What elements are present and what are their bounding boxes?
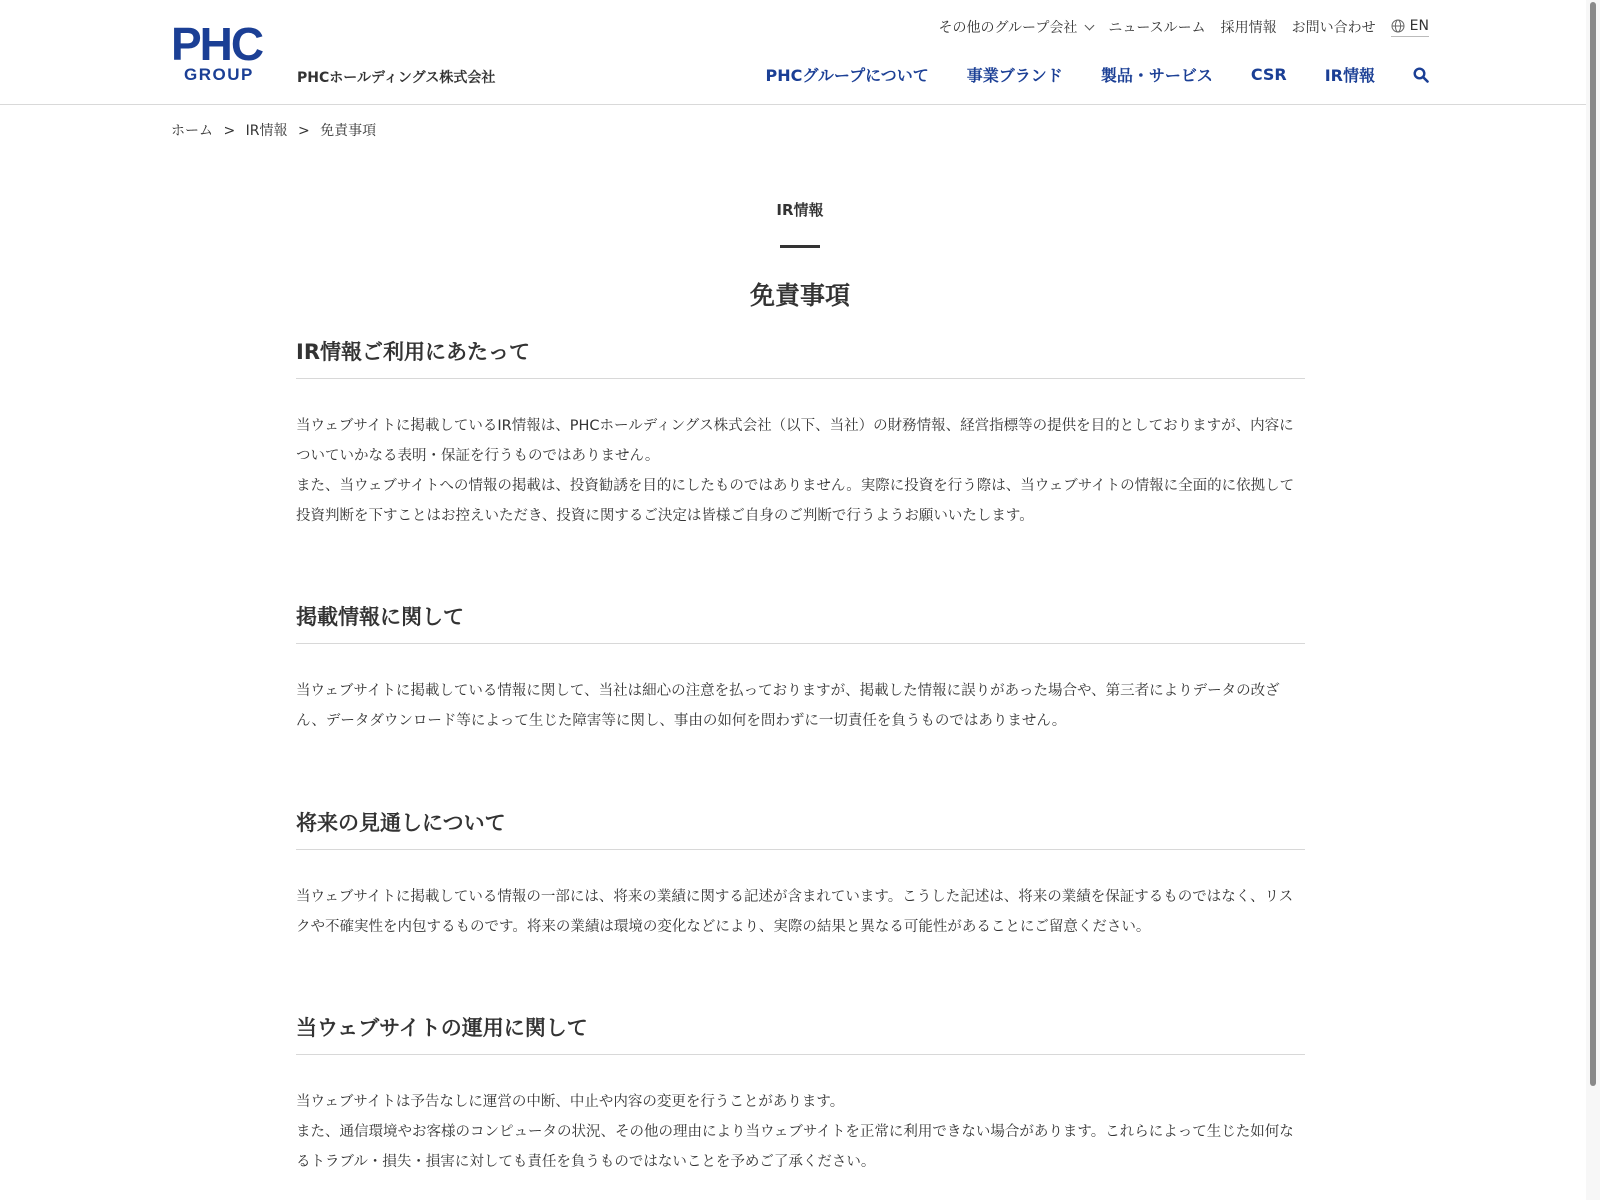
logo-subtext: GROUP [184,65,254,84]
section-posted-info [296,600,1305,736]
section-body [296,411,1305,531]
section-paragraph: 当ウェブサイトに掲載している情報に関して、当社は細心の注意を払っておりますが、掲載した情報に誤りがあった場合や、第三者によりデータの改ざん、データダウンロード等によって生じた障害等に関し、事由の如何を問わずに一切責任を負うものではありません。 [296,683,1280,729]
logo-mark: PHC [171,18,263,70]
section-body [296,882,1305,942]
chevron-down-icon [1085,20,1095,30]
section-label: IR情報 [776,201,824,219]
section-paragraph: また、当ウェブサイトへの情報の掲載は、投資勧誘を目的にしたものではありません。実際に投資を行う際は、当ウェブサイトの情報に全面的に依拠して投資判断を下すことはお控えいただき、投資に関するご決定は皆様ご自身のご判断で行うようお願いいたします。 [296,478,1295,524]
section-body [296,676,1305,736]
section-paragraph: また、通信環境やお客様のコンピュータの状況、その他の理由により当ウェブサイトを正常に利用できない場合があります。これらによって生じた如何なるトラブル・損失・損害に対しても責任を負うものではないことを予めご了承ください。 [296,1124,1294,1170]
globe-icon [1391,19,1405,33]
search-button[interactable] [1413,67,1429,83]
section-site-operation [296,1011,1305,1177]
company-name[interactable]: PHCホールディングス株式会社 [297,70,496,86]
language-label: EN [1409,17,1429,34]
group-companies-label: その他のグループ会社 [938,20,1078,36]
nav-about-phc-group[interactable]: PHCグループについて [765,66,929,85]
breadcrumb-separator: > [297,123,310,139]
section-ir-usage [296,335,1305,531]
section-forward-looking [296,806,1305,942]
section-body [296,1087,1305,1177]
newsroom-link[interactable]: ニュースルーム [1108,20,1206,36]
section-paragraph: 当ウェブサイトは予告なしに運営の中断、中止や内容の変更を行うことがあります。 [296,1094,845,1110]
section-paragraph: 当ウェブサイトに掲載している情報の一部には、将来の業績に関する記述が含まれています。こうした記述は、将来の業績を保証するものではなく、リスクや不確実性を内包するものです。将来の業績は環境の変化などにより、実際の結果と異なる可能性があることにご留意ください。 [296,889,1294,935]
section-heading: 将来の見通しについて [296,806,1305,850]
section-heading: 当ウェブサイトの運用に関して [296,1011,1305,1055]
utility-nav [938,17,1429,37]
section-heading: IR情報ご利用にあたって [296,335,1305,379]
nav-ir[interactable]: IR情報 [1324,66,1375,85]
language-switch[interactable] [1391,18,1429,37]
nav-csr[interactable]: CSR [1250,65,1287,84]
section-paragraph: 当ウェブサイトに掲載しているIR情報は、PHCホールディングス株式会社（以下、当社）の財務情報、経営指標等の提供を目的としておりますが、内容についていかなる表明・保証を行うものではありません。 [296,418,1294,464]
careers-link[interactable]: 採用情報 [1220,20,1277,36]
title-divider [780,245,820,248]
breadcrumb-current: 免責事項 [320,123,377,139]
section-heading: 掲載情報に関して [296,600,1305,644]
breadcrumb-home[interactable]: ホーム [171,123,213,139]
nav-business-brands[interactable]: 事業ブランド [966,66,1063,85]
scrollbar-thumb[interactable] [1590,2,1596,1086]
breadcrumb [171,120,376,140]
nav-products-services[interactable]: 製品・サービス [1100,66,1213,85]
search-icon [1413,67,1429,83]
breadcrumb-separator: > [223,123,236,139]
contact-link[interactable]: お問い合わせ [1291,20,1376,36]
page-scrollbar[interactable] [1586,0,1600,1200]
phc-group-logo[interactable] [171,18,283,86]
site-header [0,0,1586,105]
main-nav [766,63,1429,86]
group-companies-dropdown[interactable] [938,17,1093,37]
page-title: 免責事項 [749,281,850,310]
breadcrumb-ir[interactable]: IR情報 [245,123,288,139]
